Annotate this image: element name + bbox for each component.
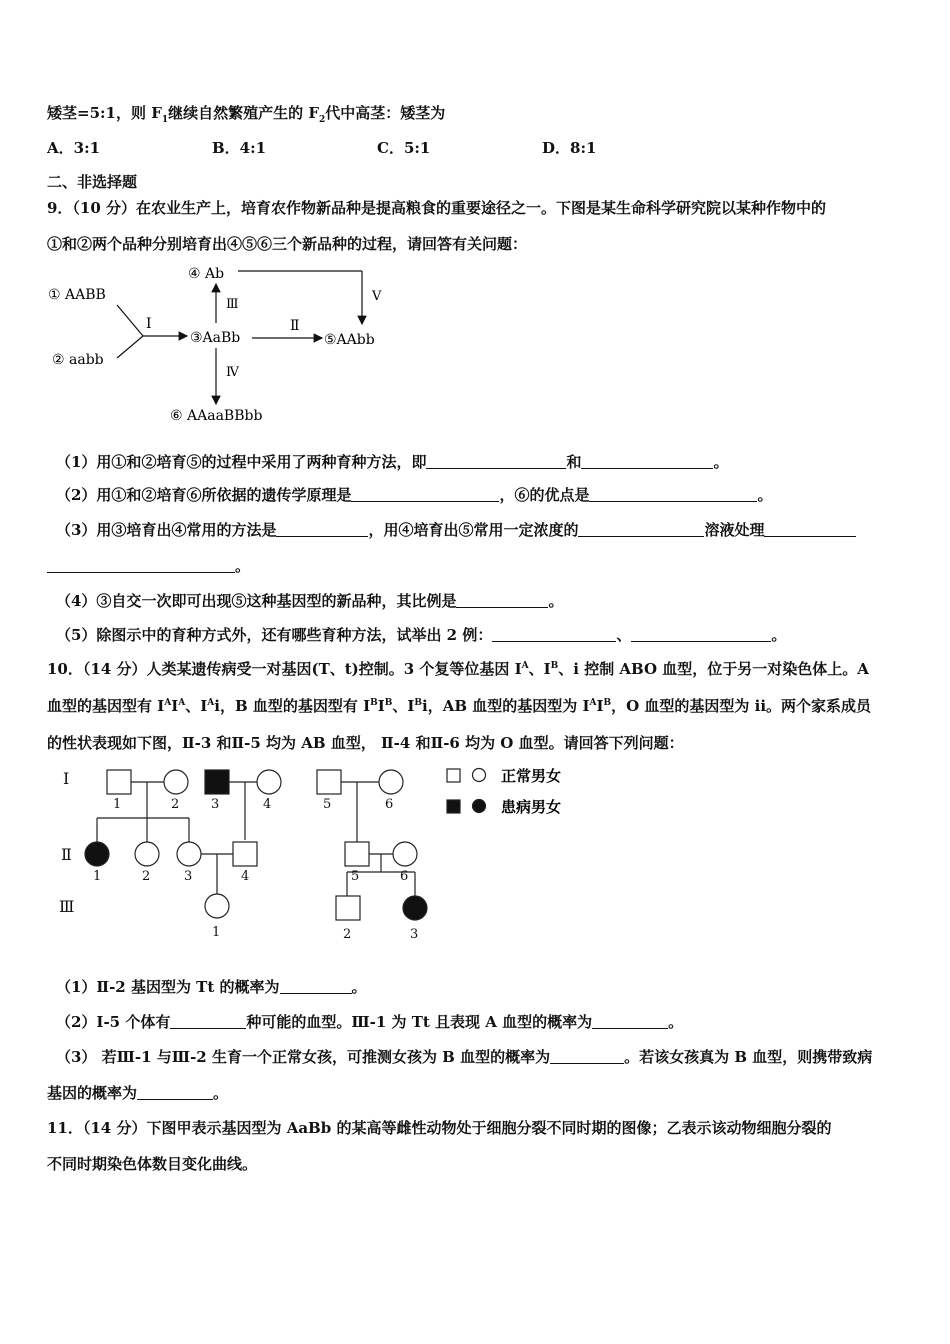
route-2: Ⅱ (290, 318, 300, 334)
node-4: ④ Ab (188, 266, 225, 282)
individual-I-5: 5 (323, 797, 332, 812)
generation-1-label: Ⅰ (63, 769, 70, 788)
individual-II-1: 1 (93, 869, 102, 884)
individual-I-6: 6 (385, 797, 394, 812)
individual-III-3: 3 (410, 927, 419, 942)
node-6: ⑥ AAaaBBbb (170, 408, 263, 424)
route-3: Ⅲ (226, 297, 239, 312)
q10-sub2: （2）Ⅰ-5 个体有 种可能的血型。Ⅲ-1 为 Tt 且表现 A 血型的概率为 。 (56, 1013, 684, 1031)
q10-sub1: （1）Ⅱ-2 基因型为 Tt 的概率为 。 (56, 978, 367, 996)
breeding-diagram (40, 258, 400, 428)
individual-I-3: 3 (211, 797, 220, 812)
q9-sub2: （2）用①和②培育⑥所依据的遗传学原理是 ，⑥的优点是 。 (56, 486, 773, 504)
q9-sub5: （5）除图示中的育种方式外，还有哪些育种方法，试举出 2 例： 、 。 (56, 626, 787, 644)
q9-sub4: （4）③自交一次即可出现⑤这种基因型的新品种，其比例是 。 (56, 592, 564, 610)
route-4: Ⅳ (226, 365, 239, 380)
answer-blank[interactable] (764, 522, 856, 537)
q8-option-d: D．8:1 (542, 139, 597, 157)
answer-blank[interactable] (280, 979, 352, 994)
q9-sub3-cont: 。 (47, 555, 250, 576)
legend-affected: 患病男女 (501, 798, 562, 816)
q10-sub3: （3） 若Ⅲ-1 与Ⅲ-2 生育一个正常女孩，可推测女孩为 B 血型的概率为 。若该女孩真为 B 血型，则携带致病 (56, 1048, 873, 1066)
q11-stem-line1: 11．（14 分）下图甲表示基因型为 AaBb 的某高等雌性动物处于细胞分裂不同时期的图像；乙表示该动物细胞分裂的 (47, 1119, 832, 1137)
answer-blank[interactable] (137, 1085, 213, 1100)
answer-blank[interactable] (631, 627, 771, 642)
q10-stem-line2: 血型的基因型有 $I^AI^A$、$I^Ai$，B 血型的基因型有 $I^BI^B$、$I^Bi$，AB 血型的基因型为 $I^AI^B$，O 血型的基因型为 ii。两个家系成员 (47, 697, 872, 715)
answer-blank[interactable] (276, 522, 368, 537)
q9-stem-line2: ①和②两个品种分别培育出④⑤⑥三个新品种的过程，请回答有关问题： (47, 235, 528, 253)
individual-II-5: 5 (351, 869, 360, 884)
individual-II-2: 2 (142, 869, 151, 884)
answer-blank[interactable] (47, 558, 235, 573)
answer-blank[interactable] (581, 454, 713, 469)
generation-2-label: Ⅱ (61, 845, 72, 864)
q8-option-c: C．5:1 (377, 139, 431, 157)
individual-III-1: 1 (212, 925, 221, 940)
node-1: ① AABB (48, 287, 106, 303)
individual-I-1: 1 (113, 797, 122, 812)
generation-3-label: Ⅲ (59, 897, 75, 916)
node-2: ② aabb (52, 352, 104, 368)
answer-blank[interactable] (351, 487, 499, 502)
answer-blank[interactable] (456, 593, 548, 608)
answer-blank[interactable] (426, 454, 566, 469)
section-title: 二、非选择题 (47, 173, 138, 191)
q8-option-b: B．4:1 (212, 139, 267, 157)
q9-sub1: （1）用①和②培育⑤的过程中采用了两种育种方法，即 和 。 (56, 453, 729, 471)
q10-sub3-cont: 基因的概率为 。 (47, 1084, 229, 1102)
q8-stem: 矮茎=5:1，则 $F_1$继续自然繁殖产生的 $F_2$代中高茎：矮茎为 (47, 104, 446, 125)
answer-blank[interactable] (589, 487, 757, 502)
individual-III-2: 2 (343, 927, 352, 942)
q10-stem-line3: 的性状表现如下图，Ⅱ-3 和Ⅱ-5 均为 AB 血型， Ⅱ-4 和Ⅱ-6 均为 O 血型。请回答下列问题： (47, 734, 684, 752)
q11-stem-line2: 不同时期染色体数目变化曲线。 (47, 1155, 258, 1173)
q10-stem-line1: 10．（14 分）人类某遗传病受一对基因(T、t)控制。3 个复等位基因 $I^A$、$I^B$、i 控制 ABO 血型，位于另一对染色体上。A (47, 660, 869, 678)
individual-I-2: 2 (171, 797, 180, 812)
individual-II-6: 6 (400, 869, 409, 884)
legend-normal: 正常男女 (501, 767, 562, 785)
node-5: ⑤AAbb (324, 332, 375, 348)
answer-blank[interactable] (550, 1049, 624, 1064)
answer-blank[interactable] (170, 1014, 246, 1029)
route-5: Ⅴ (372, 289, 382, 304)
individual-I-4: 4 (263, 797, 272, 812)
route-1: Ⅰ (146, 316, 152, 332)
q8-option-a: A．3:1 (47, 139, 101, 157)
individual-II-4: 4 (241, 869, 250, 884)
answer-blank[interactable] (492, 627, 616, 642)
q9-stem-line1: 9．（10 分）在农业生产上，培育农作物新品种是提高粮食的重要途径之一。下图是某生命科学研究院以某种作物中的 (47, 199, 827, 217)
q9-sub3: （3）用③培育出④常用的方法是 ，用④培育出⑤常用一定浓度的 溶液处理 (56, 519, 856, 540)
individual-II-3: 3 (184, 869, 193, 884)
answer-blank[interactable] (592, 1014, 668, 1029)
pedigree-chart (55, 762, 600, 947)
answer-blank[interactable] (578, 522, 704, 537)
node-3: ③AaBb (190, 330, 241, 346)
